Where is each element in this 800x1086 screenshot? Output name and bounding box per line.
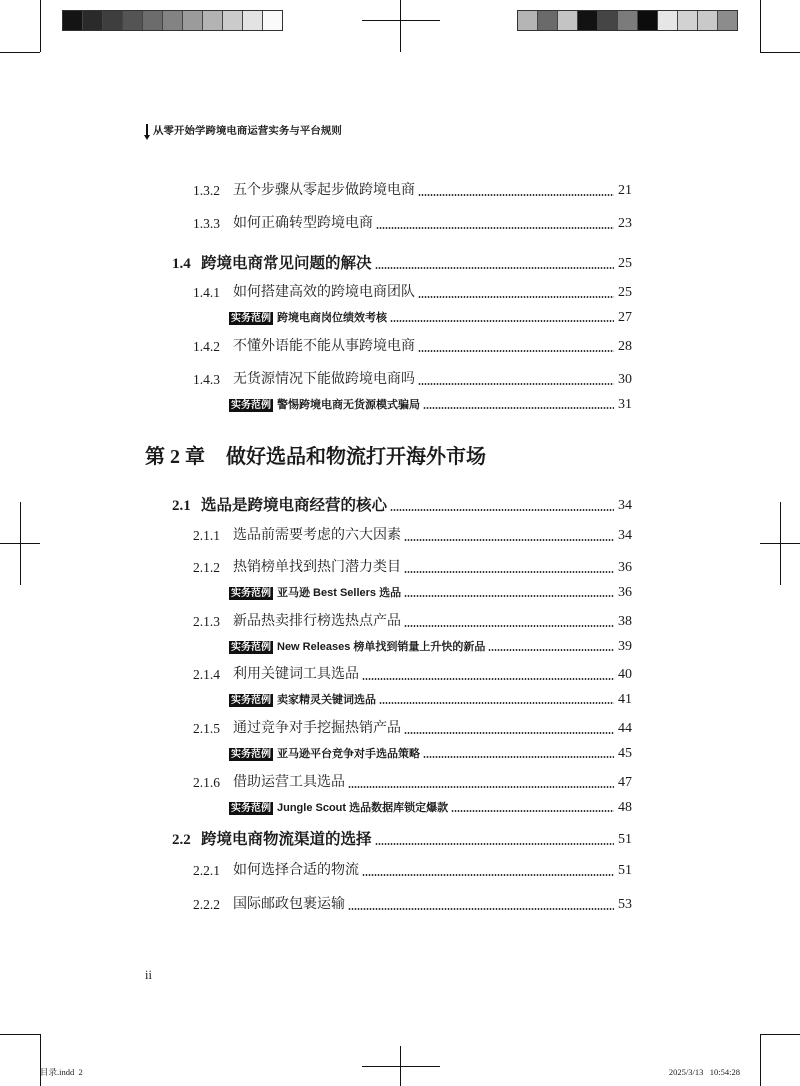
- header-marker-icon: [144, 124, 150, 140]
- toc-entry-number: 2.1.4: [193, 667, 220, 682]
- example-badge: 实务范例: [231, 312, 271, 324]
- toc-entry-title: 选品前需要考虑的六大因素: [233, 528, 401, 543]
- toc-entry: [193, 182, 632, 200]
- color-swatch: [143, 11, 163, 30]
- dot-leader: [451, 810, 614, 812]
- toc-entry-page: 45: [618, 746, 632, 761]
- registration-mark-bottom: [362, 1066, 440, 1067]
- chapter-heading: [145, 444, 486, 470]
- toc-entry-page: 44: [618, 721, 632, 736]
- color-swatch: [618, 11, 638, 30]
- toc-entry-page: 21: [618, 183, 632, 198]
- example-badge: 实务范例: [231, 802, 271, 814]
- example-badge: 实务范例: [231, 694, 271, 706]
- color-swatch: [103, 11, 123, 30]
- color-swatch: [718, 11, 737, 30]
- toc-entry-number: 2.1.5: [193, 721, 220, 736]
- toc-entry: [193, 559, 632, 577]
- chapter-label: 第 2 章: [145, 446, 205, 468]
- example-badge: 实务范例: [231, 587, 271, 599]
- toc-entry-number: 2.2.1: [193, 863, 220, 878]
- running-header: [144, 124, 342, 140]
- toc-entry-page: 27: [618, 310, 632, 325]
- toc-entry-page: 40: [618, 667, 632, 682]
- toc-entry-page: 36: [618, 560, 632, 575]
- toc-entry-title: 跨境电商物流渠道的选择: [201, 831, 372, 848]
- toc-entry: [193, 720, 632, 738]
- toc-entry-number: 2.2: [172, 832, 191, 848]
- dot-leader: [375, 843, 614, 845]
- dot-leader: [488, 649, 614, 651]
- toc-example-entry: [229, 310, 632, 326]
- toc-entry-page: 23: [618, 216, 632, 231]
- toc-example-entry: [229, 800, 632, 816]
- toc-example-entry: [229, 585, 632, 601]
- toc-entry-number: 1.4.3: [193, 372, 220, 387]
- toc-entry-page: 53: [618, 897, 632, 912]
- toc-entry: [193, 338, 632, 356]
- toc-entry-page: 47: [618, 775, 632, 790]
- toc-entry-title: 如何搭建高效的跨境电商团队: [233, 285, 415, 300]
- dot-leader: [418, 296, 614, 298]
- toc-entry-number: 1.4: [172, 256, 191, 272]
- toc-entry-title: 亚马逊平台竞争对手选品策略: [277, 748, 420, 760]
- toc-entry: [193, 862, 632, 880]
- toc-entry: [193, 896, 632, 914]
- dot-leader: [404, 625, 614, 627]
- toc-example-entry: [229, 397, 632, 413]
- toc-entry-page: 34: [618, 498, 632, 513]
- dot-leader: [376, 227, 614, 229]
- toc-entry-title: 国际邮政包裹运输: [233, 897, 345, 912]
- toc-entry-number: 1.3.2: [193, 183, 220, 198]
- toc-entry-title: 卖家精灵关键词选品: [277, 694, 376, 706]
- toc-entry-title: 无货源情况下能做跨境电商吗: [233, 372, 415, 387]
- toc-entry-title: 新品热卖排行榜选热点产品: [233, 614, 401, 629]
- toc-entry-number: 1.3.3: [193, 216, 220, 231]
- toc-entry: [193, 371, 632, 389]
- dot-leader: [404, 539, 614, 541]
- toc-entry: [193, 284, 632, 302]
- dot-leader: [423, 756, 614, 758]
- slug-timestamp: 2025/3/13 10:54:28: [668, 1067, 740, 1077]
- toc-entry-title: 利用关键词工具选品: [233, 667, 359, 682]
- toc-entry-title: 通过竞争对手挖掘热销产品: [233, 721, 401, 736]
- dot-leader: [404, 571, 614, 573]
- dot-leader: [404, 595, 614, 597]
- toc-entry-title: 选品是跨境电商经营的核心: [201, 497, 388, 514]
- color-swatch: [558, 11, 578, 30]
- toc-entry-page: 48: [618, 800, 632, 815]
- registration-mark-right: [780, 502, 781, 585]
- dot-leader: [418, 194, 614, 196]
- toc-entry-title: 借助运营工具选品: [233, 775, 345, 790]
- dot-leader: [418, 350, 614, 352]
- dot-leader: [423, 407, 614, 409]
- dot-leader: [362, 874, 614, 876]
- toc-entry-title: New Releases 榜单找到销量上升快的新品: [277, 641, 486, 653]
- toc-entry: [193, 774, 632, 792]
- toc-entry-title: 热销榜单找到热门潜力类目: [233, 560, 401, 575]
- toc-entry-number: 2.1.2: [193, 560, 220, 575]
- toc-entry-page: 25: [618, 285, 632, 300]
- example-badge: 实务范例: [231, 641, 271, 653]
- toc-entry-page: 25: [618, 256, 632, 271]
- toc-entry-number: 2.1: [172, 498, 191, 514]
- color-swatch: [63, 11, 83, 30]
- dot-leader: [404, 732, 614, 734]
- color-swatch: [518, 11, 538, 30]
- left-color-bar: [62, 10, 283, 31]
- color-swatch: [538, 11, 558, 30]
- crop-mark-bottom-right: [760, 1034, 761, 1086]
- color-swatch: [223, 11, 243, 30]
- dot-leader: [375, 267, 614, 269]
- dot-leader: [379, 702, 614, 704]
- right-color-bar: [517, 10, 738, 31]
- toc-entry-title: 不懂外语能不能从事跨境电商: [233, 339, 415, 354]
- registration-mark-top: [400, 0, 401, 52]
- slug-file-name: 目录.indd 2: [40, 1067, 83, 1077]
- toc-entry-title: 五个步骤从零起步做跨境电商: [233, 183, 415, 198]
- color-swatch: [658, 11, 678, 30]
- crop-mark-top-left: [40, 0, 41, 52]
- toc-entry-page: 28: [618, 339, 632, 354]
- toc-entry-title: 跨境电商常见问题的解决: [201, 255, 372, 272]
- color-swatch: [263, 11, 282, 30]
- running-header-title: 从零开始学跨境电商运营实务与平台规则: [153, 126, 342, 137]
- dot-leader: [348, 908, 614, 910]
- dot-leader: [362, 678, 614, 680]
- toc-example-entry: [229, 746, 632, 762]
- toc-example-entry: [229, 639, 632, 655]
- toc-entry: [193, 666, 632, 684]
- color-swatch: [698, 11, 718, 30]
- toc-section-entry: [172, 255, 632, 273]
- toc-entry-number: 2.1.3: [193, 614, 220, 629]
- example-badge: 实务范例: [231, 748, 271, 760]
- toc-entry-page: 34: [618, 528, 632, 543]
- toc-entry-title: 跨境电商岗位绩效考核: [277, 312, 387, 324]
- dot-leader: [390, 509, 614, 511]
- color-swatch: [123, 11, 143, 30]
- dot-leader: [390, 320, 614, 322]
- example-badge: 实务范例: [231, 399, 271, 411]
- color-swatch: [203, 11, 223, 30]
- crop-mark-bottom-left: [0, 1034, 40, 1035]
- toc-section-entry: [172, 497, 632, 515]
- color-swatch: [163, 11, 183, 30]
- dot-leader: [418, 383, 614, 385]
- toc-entry-number: 1.4.2: [193, 339, 220, 354]
- color-swatch: [678, 11, 698, 30]
- crop-mark-top-right: [760, 52, 800, 53]
- toc-entry-number: 2.1.6: [193, 775, 220, 790]
- toc-entry-page: 31: [618, 397, 632, 412]
- toc-entry-title: 警惕跨境电商无货源模式骗局: [277, 399, 420, 411]
- toc-entry-page: 51: [618, 863, 632, 878]
- toc-entry-title: 如何正确转型跨境电商: [233, 216, 373, 231]
- crop-mark-top-right: [760, 0, 761, 52]
- color-swatch: [83, 11, 103, 30]
- crop-mark-bottom-left: [40, 1034, 41, 1086]
- toc-entry-title: 亚马逊 Best Sellers 选品: [277, 587, 402, 599]
- toc-entry-page: 38: [618, 614, 632, 629]
- color-swatch: [578, 11, 598, 30]
- color-swatch: [598, 11, 618, 30]
- toc-entry-title: 如何选择合适的物流: [233, 863, 359, 878]
- toc-example-entry: [229, 692, 632, 708]
- toc-entry: [193, 215, 632, 233]
- toc-entry: [193, 527, 632, 545]
- toc-entry-number: 1.4.1: [193, 285, 220, 300]
- toc-entry-number: 2.1.1: [193, 528, 220, 543]
- color-swatch: [638, 11, 658, 30]
- toc-section-entry: [172, 831, 632, 849]
- color-swatch: [243, 11, 263, 30]
- page-number: ii: [145, 968, 152, 982]
- registration-mark-top: [362, 20, 440, 21]
- chapter-title: 做好选品和物流打开海外市场: [226, 446, 486, 468]
- color-swatch: [183, 11, 203, 30]
- toc-entry-number: 2.2.2: [193, 897, 220, 912]
- toc-entry-page: 51: [618, 832, 632, 847]
- crop-mark-bottom-right: [760, 1034, 800, 1035]
- dot-leader: [348, 786, 614, 788]
- toc-entry-page: 36: [618, 585, 632, 600]
- toc-entry: [193, 613, 632, 631]
- toc-entry-page: 41: [618, 692, 632, 707]
- toc-entry-page: 39: [618, 639, 632, 654]
- registration-mark-left: [20, 502, 21, 585]
- toc-entry-title: Jungle Scout 选品数据库锁定爆款: [277, 802, 449, 814]
- toc-entry-page: 30: [618, 372, 632, 387]
- crop-mark-top-left: [0, 52, 40, 53]
